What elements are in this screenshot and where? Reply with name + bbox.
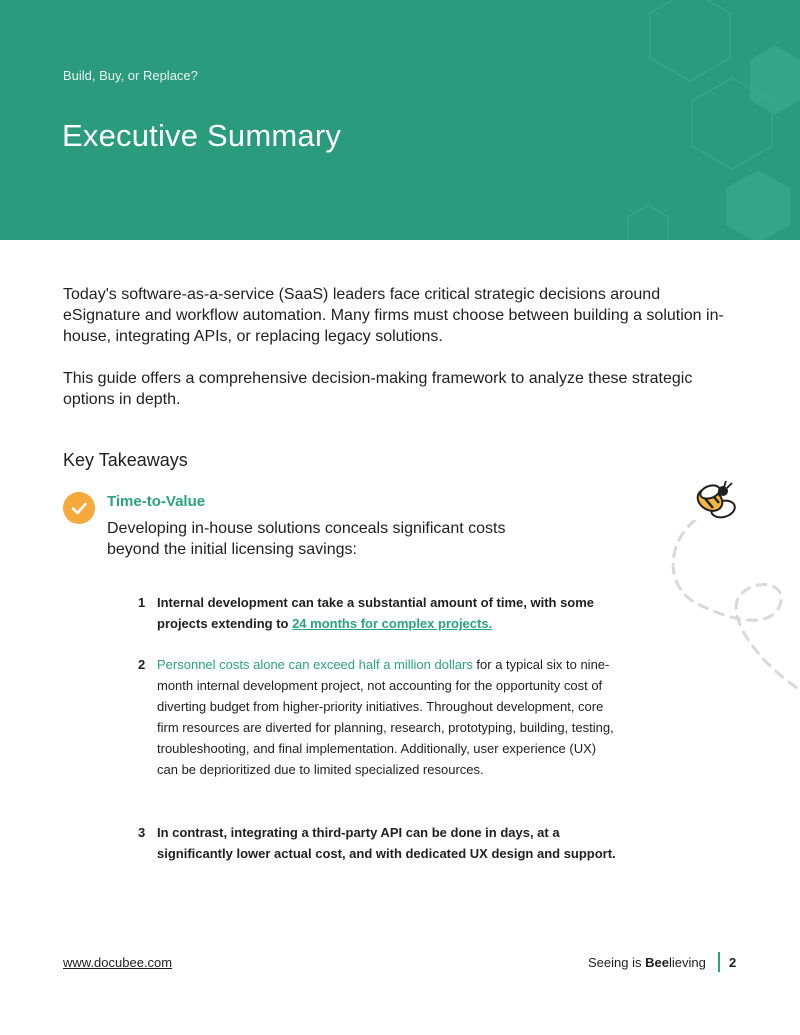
list-text: In contrast, integrating a third-party API can be done in days, at a significantly lower actual cost, and with dedicated UX design and support. bbox=[157, 825, 616, 861]
tagline-bold: Bee bbox=[645, 955, 669, 970]
website-link[interactable]: www.docubee.com bbox=[63, 955, 173, 970]
intro-paragraph-1: Today's software-as-a-service (SaaS) leaders face critical strategic decisions around eSignature and workflow automation. Many firms must choose between building a solution in-house, integrating APIs, or replacing legacy solutions. bbox=[63, 286, 724, 345]
highlight-link[interactable]: 24 months for complex projects. bbox=[292, 616, 493, 631]
header-banner bbox=[0, 0, 800, 240]
takeaway-title: Time-to-Value bbox=[107, 493, 206, 510]
page-number: 2 bbox=[729, 955, 737, 970]
key-takeaways-heading: Key Takeaways bbox=[63, 450, 188, 470]
list-number: 3 bbox=[138, 825, 146, 840]
list-number: 2 bbox=[138, 657, 146, 672]
page-title: Executive Summary bbox=[62, 118, 342, 153]
highlight-text: Personnel costs alone can exceed half a million dollars bbox=[157, 657, 473, 672]
list-number: 1 bbox=[138, 595, 146, 610]
tagline-suffix: lieving bbox=[668, 955, 706, 970]
bee-icon bbox=[690, 478, 740, 524]
intro-paragraph-2: This guide offers a comprehensive decision-making framework to analyze these strategic options in depth. bbox=[63, 370, 693, 408]
list-text-body: Internal development can take a substantial amount of time, with some projects extending to bbox=[157, 595, 595, 631]
list-text-body: for a typical six to nine-month internal development project, not accounting for the opportunity cost of diverting budget from higher-priority initiatives. Throughout development, core firm resources are diverted for planning, research, prototyping, building, testing, troubleshooting, and final implementation. Additionally, user experience (UX) can be deprioritized due to limited specialized resources. bbox=[157, 657, 614, 777]
tagline-prefix: Seeing is bbox=[588, 955, 646, 970]
list-text bbox=[157, 592, 617, 634]
document-eyebrow: Build, Buy, or Replace? bbox=[63, 68, 198, 83]
check-icon bbox=[63, 492, 95, 524]
list-text bbox=[157, 654, 617, 780]
takeaway-description: Developing in-house solutions conceals significant costs beyond the initial licensing savings: bbox=[107, 520, 506, 558]
dashed-flight-path-decoration bbox=[660, 520, 800, 700]
footer-tagline bbox=[588, 955, 706, 970]
footer-divider bbox=[718, 952, 720, 972]
